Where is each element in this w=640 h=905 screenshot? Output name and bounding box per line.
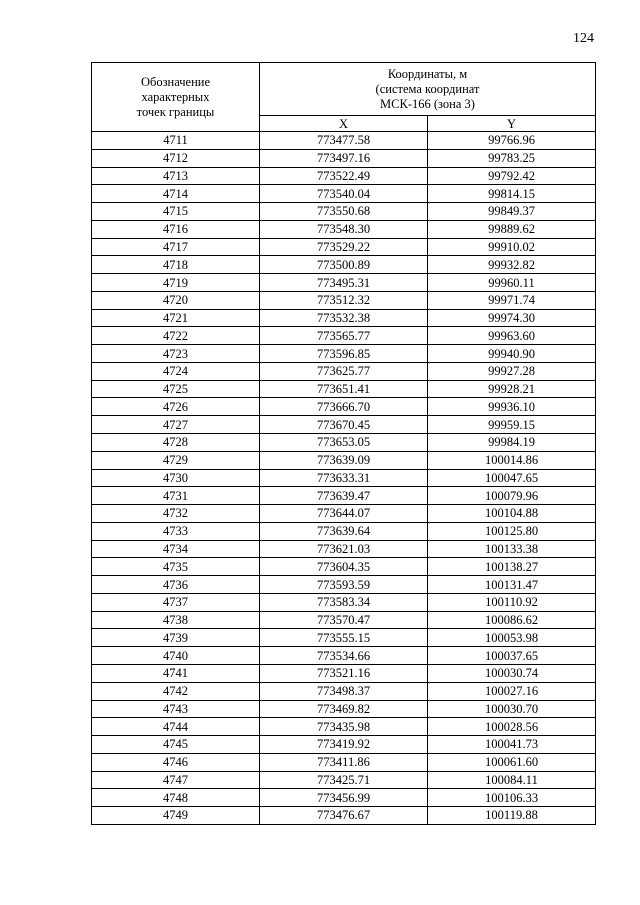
point-id-cell: 4729 bbox=[92, 451, 260, 469]
point-id-cell: 4735 bbox=[92, 558, 260, 576]
table-row bbox=[92, 682, 596, 700]
y-coordinate-cell: 100047.65 bbox=[428, 469, 596, 487]
table-row bbox=[92, 522, 596, 540]
x-coordinate-cell: 773419.92 bbox=[260, 736, 428, 754]
y-coordinate-cell: 99971.74 bbox=[428, 291, 596, 309]
x-coordinate-cell: 773670.45 bbox=[260, 416, 428, 434]
x-coordinate-cell: 773550.68 bbox=[260, 203, 428, 221]
point-id-cell: 4730 bbox=[92, 469, 260, 487]
x-coordinate-cell: 773435.98 bbox=[260, 718, 428, 736]
table-row bbox=[92, 540, 596, 558]
table-row bbox=[92, 345, 596, 363]
y-coordinate-cell: 99849.37 bbox=[428, 203, 596, 221]
point-label-line: характерных bbox=[141, 89, 210, 104]
y-coordinate-cell: 100084.11 bbox=[428, 771, 596, 789]
x-coordinate-cell: 773621.03 bbox=[260, 540, 428, 558]
y-coordinate-cell: 100027.16 bbox=[428, 682, 596, 700]
table-header bbox=[92, 63, 596, 132]
y-coordinate-cell: 99792.42 bbox=[428, 167, 596, 185]
table-row bbox=[92, 753, 596, 771]
table-row bbox=[92, 558, 596, 576]
point-id-cell: 4749 bbox=[92, 807, 260, 825]
point-id-cell: 4718 bbox=[92, 256, 260, 274]
coords-label-line: (система координат bbox=[375, 81, 480, 96]
point-id-cell: 4747 bbox=[92, 771, 260, 789]
table-row bbox=[92, 469, 596, 487]
y-coordinate-cell: 99963.60 bbox=[428, 327, 596, 345]
table-row bbox=[92, 380, 596, 398]
y-coordinate-cell: 99959.15 bbox=[428, 416, 596, 434]
y-coordinate-cell: 100106.33 bbox=[428, 789, 596, 807]
y-coordinate-cell: 100119.88 bbox=[428, 807, 596, 825]
x-coordinate-cell: 773633.31 bbox=[260, 469, 428, 487]
point-id-cell: 4732 bbox=[92, 505, 260, 523]
x-coordinate-cell: 773425.71 bbox=[260, 771, 428, 789]
point-id-cell: 4713 bbox=[92, 167, 260, 185]
table-row bbox=[92, 362, 596, 380]
x-coordinate-cell: 773532.38 bbox=[260, 309, 428, 327]
table-row bbox=[92, 327, 596, 345]
coordinates-table bbox=[91, 62, 596, 825]
table-row bbox=[92, 718, 596, 736]
table-row bbox=[92, 185, 596, 203]
point-id-cell: 4720 bbox=[92, 291, 260, 309]
point-id-cell: 4737 bbox=[92, 593, 260, 611]
table-row bbox=[92, 220, 596, 238]
table-row bbox=[92, 505, 596, 523]
x-coordinate-cell: 773644.07 bbox=[260, 505, 428, 523]
table-row bbox=[92, 434, 596, 452]
coords-label-line: Координаты, м bbox=[387, 66, 468, 81]
point-id-cell: 4712 bbox=[92, 149, 260, 167]
point-id-cell: 4741 bbox=[92, 664, 260, 682]
y-coordinate-cell: 100131.47 bbox=[428, 576, 596, 594]
page-number: 124 bbox=[573, 31, 594, 46]
point-id-cell: 4733 bbox=[92, 522, 260, 540]
x-coordinate-cell: 773512.32 bbox=[260, 291, 428, 309]
table-row bbox=[92, 664, 596, 682]
table-row bbox=[92, 274, 596, 292]
coords-label-line: МСК-166 (зона 3) bbox=[380, 96, 475, 111]
point-id-cell: 4740 bbox=[92, 647, 260, 665]
point-id-cell: 4711 bbox=[92, 132, 260, 150]
x-coordinate-cell: 773498.37 bbox=[260, 682, 428, 700]
table-row bbox=[92, 309, 596, 327]
x-coordinate-cell: 773497.16 bbox=[260, 149, 428, 167]
x-coordinate-cell: 773548.30 bbox=[260, 220, 428, 238]
x-coordinate-cell: 773565.77 bbox=[260, 327, 428, 345]
point-id-cell: 4722 bbox=[92, 327, 260, 345]
x-coordinate-cell: 773534.66 bbox=[260, 647, 428, 665]
table-row bbox=[92, 771, 596, 789]
point-label-line: точек границы bbox=[136, 104, 215, 119]
y-coordinate-cell: 100133.38 bbox=[428, 540, 596, 558]
table-row bbox=[92, 132, 596, 150]
point-id-cell: 4715 bbox=[92, 203, 260, 221]
point-id-cell: 4719 bbox=[92, 274, 260, 292]
x-coordinate-cell: 773529.22 bbox=[260, 238, 428, 256]
point-id-cell: 4726 bbox=[92, 398, 260, 416]
point-id-cell: 4736 bbox=[92, 576, 260, 594]
point-id-cell: 4743 bbox=[92, 700, 260, 718]
point-id-cell: 4727 bbox=[92, 416, 260, 434]
point-label-header bbox=[92, 63, 260, 132]
y-coordinate-cell: 100104.88 bbox=[428, 505, 596, 523]
point-id-cell: 4734 bbox=[92, 540, 260, 558]
y-coordinate-cell: 99936.10 bbox=[428, 398, 596, 416]
y-coordinate-cell: 100028.56 bbox=[428, 718, 596, 736]
x-coordinate-cell: 773469.82 bbox=[260, 700, 428, 718]
table-row bbox=[92, 149, 596, 167]
y-coordinate-cell: 99932.82 bbox=[428, 256, 596, 274]
y-coordinate-cell: 99928.21 bbox=[428, 380, 596, 398]
table-row bbox=[92, 700, 596, 718]
x-coordinate-cell: 773639.47 bbox=[260, 487, 428, 505]
y-coordinate-cell: 99910.02 bbox=[428, 238, 596, 256]
x-coordinate-cell: 773521.16 bbox=[260, 664, 428, 682]
table-row bbox=[92, 593, 596, 611]
table-row bbox=[92, 736, 596, 754]
x-coordinate-cell: 773625.77 bbox=[260, 362, 428, 380]
table-row bbox=[92, 487, 596, 505]
table-row bbox=[92, 576, 596, 594]
point-id-cell: 4742 bbox=[92, 682, 260, 700]
x-coordinate-cell: 773411.86 bbox=[260, 753, 428, 771]
y-coordinate-cell: 99766.96 bbox=[428, 132, 596, 150]
y-coordinate-cell: 100037.65 bbox=[428, 647, 596, 665]
table-row bbox=[92, 611, 596, 629]
x-coordinate-cell: 773651.41 bbox=[260, 380, 428, 398]
point-id-cell: 4746 bbox=[92, 753, 260, 771]
y-coordinate-cell: 100079.96 bbox=[428, 487, 596, 505]
point-id-cell: 4723 bbox=[92, 345, 260, 363]
coordinates-header bbox=[260, 63, 596, 116]
table-row bbox=[92, 238, 596, 256]
y-coordinate-cell: 100030.70 bbox=[428, 700, 596, 718]
point-id-cell: 4716 bbox=[92, 220, 260, 238]
table-row bbox=[92, 398, 596, 416]
x-coordinate-cell: 773596.85 bbox=[260, 345, 428, 363]
y-coordinate-cell: 100041.73 bbox=[428, 736, 596, 754]
table-row bbox=[92, 647, 596, 665]
point-id-cell: 4714 bbox=[92, 185, 260, 203]
point-id-cell: 4731 bbox=[92, 487, 260, 505]
y-coordinate-cell: 100014.86 bbox=[428, 451, 596, 469]
y-coordinate-cell: 100138.27 bbox=[428, 558, 596, 576]
y-column-header: Y bbox=[428, 116, 596, 132]
point-id-cell: 4738 bbox=[92, 611, 260, 629]
table-row bbox=[92, 256, 596, 274]
y-coordinate-cell: 99960.11 bbox=[428, 274, 596, 292]
y-coordinate-cell: 100053.98 bbox=[428, 629, 596, 647]
y-coordinate-cell: 99889.62 bbox=[428, 220, 596, 238]
point-label-line: Обозначение bbox=[140, 74, 211, 89]
x-coordinate-cell: 773495.31 bbox=[260, 274, 428, 292]
x-coordinate-cell: 773604.35 bbox=[260, 558, 428, 576]
x-coordinate-cell: 773477.58 bbox=[260, 132, 428, 150]
y-coordinate-cell: 99783.25 bbox=[428, 149, 596, 167]
x-coordinate-cell: 773639.09 bbox=[260, 451, 428, 469]
x-coordinate-cell: 773555.15 bbox=[260, 629, 428, 647]
x-coordinate-cell: 773540.04 bbox=[260, 185, 428, 203]
x-coordinate-cell: 773500.89 bbox=[260, 256, 428, 274]
x-column-header: X bbox=[260, 116, 428, 132]
point-id-cell: 4717 bbox=[92, 238, 260, 256]
point-id-cell: 4724 bbox=[92, 362, 260, 380]
x-coordinate-cell: 773522.49 bbox=[260, 167, 428, 185]
y-coordinate-cell: 100125.80 bbox=[428, 522, 596, 540]
point-id-cell: 4728 bbox=[92, 434, 260, 452]
table-body bbox=[92, 132, 596, 825]
point-id-cell: 4745 bbox=[92, 736, 260, 754]
y-coordinate-cell: 100061.60 bbox=[428, 753, 596, 771]
y-coordinate-cell: 99814.15 bbox=[428, 185, 596, 203]
y-coordinate-cell: 99984.19 bbox=[428, 434, 596, 452]
x-coordinate-cell: 773570.47 bbox=[260, 611, 428, 629]
table-row bbox=[92, 203, 596, 221]
point-id-cell: 4721 bbox=[92, 309, 260, 327]
y-coordinate-cell: 99940.90 bbox=[428, 345, 596, 363]
y-coordinate-cell: 100110.92 bbox=[428, 593, 596, 611]
x-coordinate-cell: 773476.67 bbox=[260, 807, 428, 825]
table-row bbox=[92, 807, 596, 825]
table-row bbox=[92, 167, 596, 185]
table-row bbox=[92, 789, 596, 807]
point-id-cell: 4748 bbox=[92, 789, 260, 807]
x-coordinate-cell: 773639.64 bbox=[260, 522, 428, 540]
x-coordinate-cell: 773653.05 bbox=[260, 434, 428, 452]
table-row bbox=[92, 416, 596, 434]
x-coordinate-cell: 773593.59 bbox=[260, 576, 428, 594]
table-row bbox=[92, 629, 596, 647]
table-row bbox=[92, 451, 596, 469]
x-coordinate-cell: 773456.99 bbox=[260, 789, 428, 807]
y-coordinate-cell: 99974.30 bbox=[428, 309, 596, 327]
table-row bbox=[92, 291, 596, 309]
point-id-cell: 4725 bbox=[92, 380, 260, 398]
x-coordinate-cell: 773583.34 bbox=[260, 593, 428, 611]
point-id-cell: 4739 bbox=[92, 629, 260, 647]
y-coordinate-cell: 100030.74 bbox=[428, 664, 596, 682]
point-id-cell: 4744 bbox=[92, 718, 260, 736]
x-coordinate-cell: 773666.70 bbox=[260, 398, 428, 416]
y-coordinate-cell: 99927.28 bbox=[428, 362, 596, 380]
y-coordinate-cell: 100086.62 bbox=[428, 611, 596, 629]
